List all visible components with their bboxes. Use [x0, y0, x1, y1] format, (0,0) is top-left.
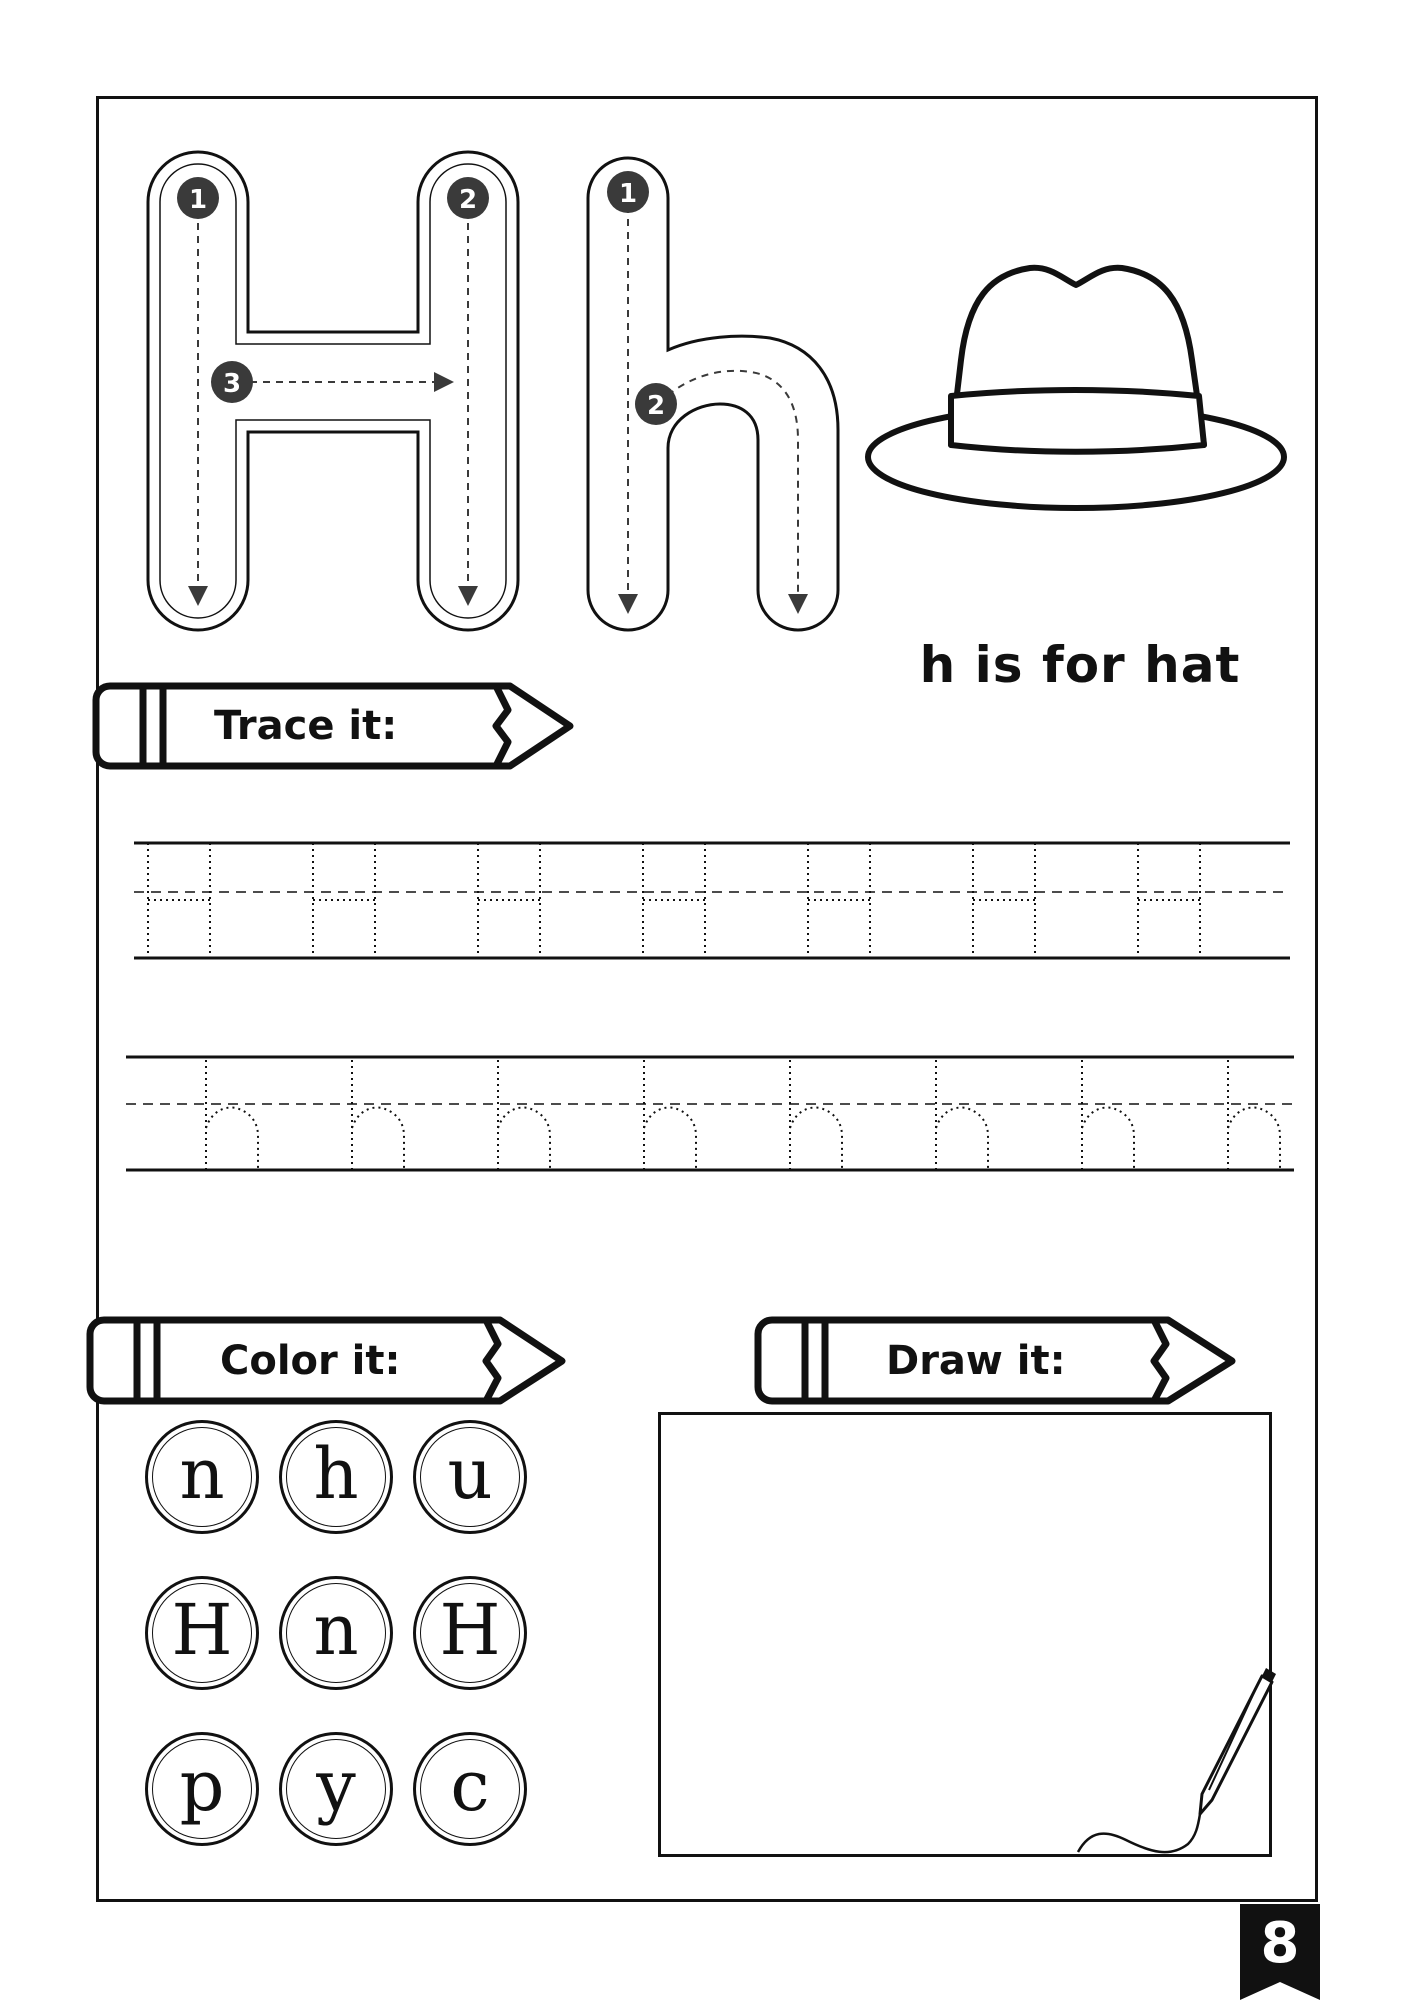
color-letter-bubble[interactable]: p	[145, 1732, 259, 1846]
trace-letter-lowercase	[644, 1060, 696, 1170]
trace-letter-lowercase	[206, 1060, 258, 1170]
trace-letter-lowercase	[790, 1060, 842, 1170]
trace-letter-uppercase	[1138, 843, 1200, 958]
trace-letter-uppercase	[643, 843, 705, 958]
trace-letter-lowercase	[352, 1060, 404, 1170]
draw-it-label: Draw it:	[886, 1338, 1066, 1384]
color-letter-bubble[interactable]: n	[145, 1420, 259, 1534]
color-it-label: Color it:	[220, 1338, 401, 1384]
color-letter-bubble[interactable]: y	[279, 1732, 393, 1846]
svg-text:2: 2	[646, 391, 666, 421]
svg-text:1: 1	[618, 179, 638, 209]
color-letter-bubble[interactable]: H	[413, 1576, 527, 1690]
color-letter-bubble[interactable]: H	[145, 1576, 259, 1690]
color-letter-bubble[interactable]: u	[413, 1420, 527, 1534]
color-letter-bubble[interactable]: h	[279, 1420, 393, 1534]
svg-text:1: 1	[188, 185, 208, 215]
color-letter-bubble[interactable]: n	[279, 1576, 393, 1690]
trace-letter-uppercase	[808, 843, 870, 958]
color-letter-bubble[interactable]: c	[413, 1732, 527, 1846]
trace-row-uppercase	[134, 843, 1290, 958]
drawing-area[interactable]	[658, 1412, 1272, 1857]
trace-row-lowercase	[126, 1057, 1294, 1170]
svg-text:2: 2	[458, 185, 478, 215]
trace-letter-uppercase	[478, 843, 540, 958]
svg-text:3: 3	[222, 369, 242, 399]
caption-h-is-for-hat: h is for hat	[919, 636, 1241, 694]
trace-letter-lowercase	[498, 1060, 550, 1170]
trace-letter-lowercase	[1228, 1060, 1280, 1170]
trace-letter-uppercase	[973, 843, 1035, 958]
trace-it-label: Trace it:	[214, 703, 398, 749]
trace-letter-uppercase	[148, 843, 210, 958]
trace-letter-lowercase	[936, 1060, 988, 1170]
trace-letter-lowercase	[1082, 1060, 1134, 1170]
page-number: 8	[1260, 1911, 1300, 1976]
trace-letter-uppercase	[313, 843, 375, 958]
